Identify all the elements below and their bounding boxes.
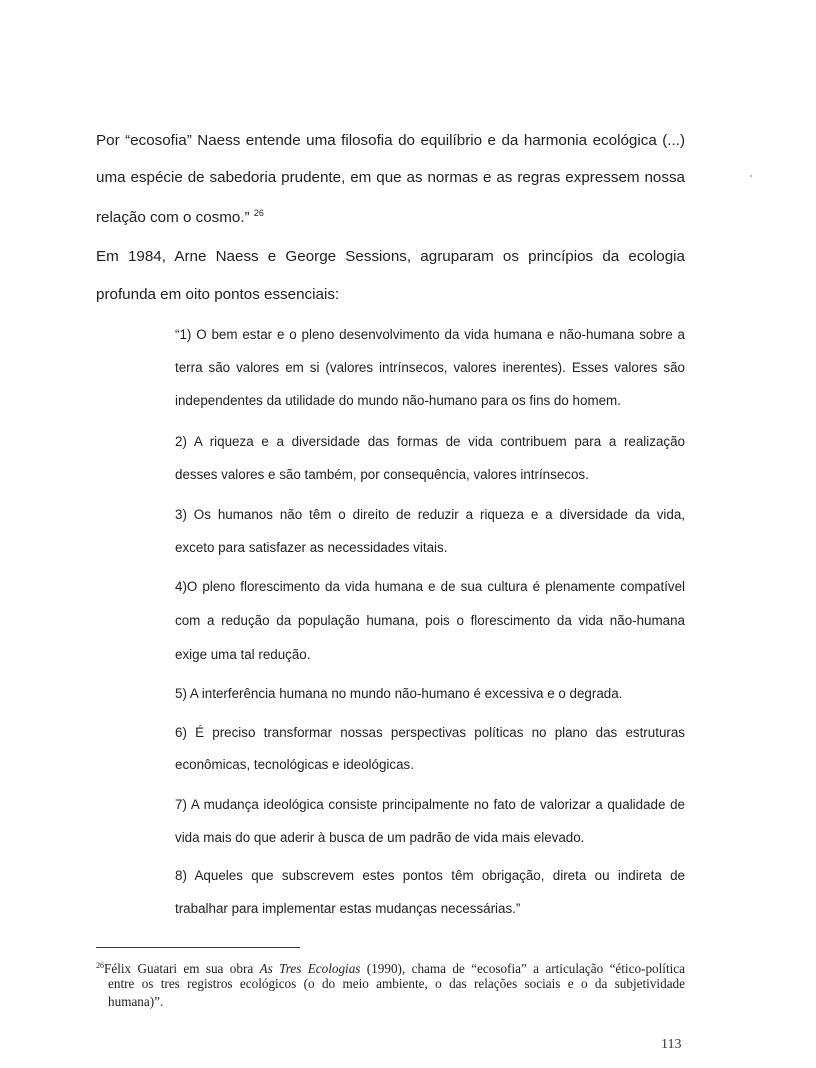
footnote-marker: 26 — [96, 961, 104, 970]
quote-line-5: desses valores e são também, por consequência, valores intrínsecos. — [175, 467, 589, 482]
body-line-4: Em 1984, Arne Naess e George Sessions, agruparam os princípios da ecologia — [96, 248, 685, 265]
body-line-1: Por “ecosofia” Naess entende uma filosofia do equilíbrio e da harmonia ecológica (...) — [96, 132, 685, 149]
quote-line-15: vida mais do que aderir à busca de um padrão de vida mais elevado. — [175, 830, 585, 845]
footnote-book-title: As Tres Ecologias — [259, 961, 361, 976]
body-line-3-text: relação com o cosmo.” — [96, 209, 250, 226]
quote-line-14: 7) A mudança ideológica consiste principalmente no fato de valorizar a qualidade de — [175, 797, 685, 812]
footnote-divider — [96, 947, 300, 948]
quote-line-2: terra são valores em si (valores intrínsecos, valores inerentes). Esses valores são — [175, 360, 685, 375]
scan-speck — [750, 175, 752, 177]
body-line-3 — [96, 204, 264, 227]
footnote-line-2: entre os tres registros ecológicos (o do meio ambiente, o das relações sociais e o da subjetividade — [108, 976, 685, 991]
quote-line-4: 2) A riqueza e a diversidade das formas de vida contribuem para a realização — [175, 434, 685, 449]
quote-line-6: 3) Os humanos não têm o direito de reduzir a riqueza e a diversidade da vida, — [175, 507, 685, 522]
quote-line-13: econômicas, tecnológicas e ideológicas. — [175, 757, 414, 772]
quote-line-16: 8) Aqueles que subscrevem estes pontos têm obrigação, direta ou indireta de — [175, 868, 685, 883]
quote-line-8: 4)O pleno florescimento da vida humana e de sua cultura é plenamente compatível — [175, 579, 685, 594]
footnote-line-3: humana)”. — [108, 994, 164, 1009]
quote-line-1: “1) O bem estar e o pleno desenvolvimento da vida humana e não-humana sobre a — [175, 327, 685, 342]
quote-line-9: com a redução da população humana, pois o florescimento da vida não-humana — [175, 613, 685, 628]
quote-line-10: exige uma tal redução. — [175, 647, 311, 662]
footnote-lead: Félix Guatari em sua obra — [104, 961, 260, 976]
quote-line-12: 6) É preciso transformar nossas perspectivas políticas no plano das estruturas — [175, 725, 685, 740]
quote-line-3: independentes da utilidade do mundo não-humano para os fins do homem. — [175, 393, 621, 408]
footnote-rest: (1990), chama de “ecosofia” a articulação “ético-política — [360, 961, 685, 976]
page-number: 113 — [661, 1037, 682, 1052]
quote-line-17: trabalhar para implementar estas mudanças necessárias.” — [175, 901, 521, 916]
quote-line-7: exceto para satisfazer as necessidades vitais. — [175, 540, 448, 555]
body-line-2: uma espécie de sabedoria prudente, em que as normas e as regras expressem nossa — [96, 169, 685, 186]
body-line-5: profunda em oito pontos essenciais: — [96, 286, 340, 303]
footnote-ref-26: 26 — [253, 208, 264, 218]
quote-line-11: 5) A interferência humana no mundo não-humano é excessiva e o degrada. — [175, 686, 623, 701]
footnote-line-1 — [96, 958, 685, 977]
